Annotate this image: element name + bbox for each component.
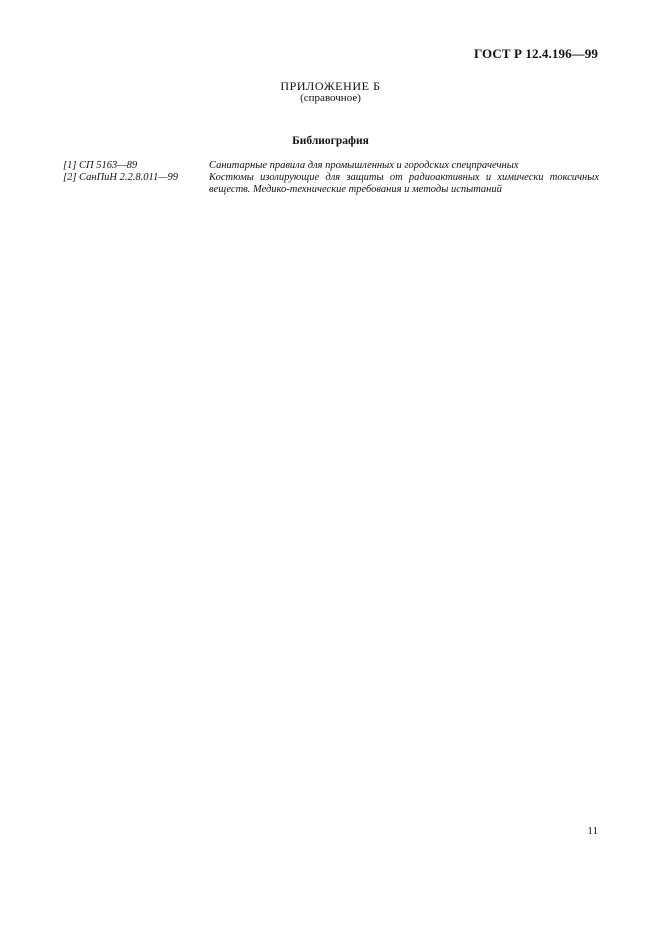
bibliography-item	[63, 160, 599, 172]
bibliography-list	[63, 160, 599, 196]
bibliography-item	[63, 172, 599, 196]
bibliography-ref: [1] СП 5163—89	[63, 160, 138, 171]
appendix-title: ПРИЛОЖЕНИЕ Б	[280, 79, 381, 93]
bibliography-text: Санитарные правила для промышленных и городских спецпрачечных	[209, 160, 519, 171]
document-code: ГОСТ Р 12.4.196—99	[473, 46, 598, 61]
page-number: 11	[587, 825, 598, 837]
bibliography-text: Костюмы изолирующие для защиты от радиоактивных и химически токсичных веществ. Медико-технические требования и методы испытаний	[209, 172, 599, 195]
appendix-subtitle: (справочное)	[300, 92, 361, 104]
bibliography-title: Библиография	[292, 135, 369, 147]
bibliography-ref: [2] СанПиН 2.2.8.011—99	[63, 172, 179, 183]
